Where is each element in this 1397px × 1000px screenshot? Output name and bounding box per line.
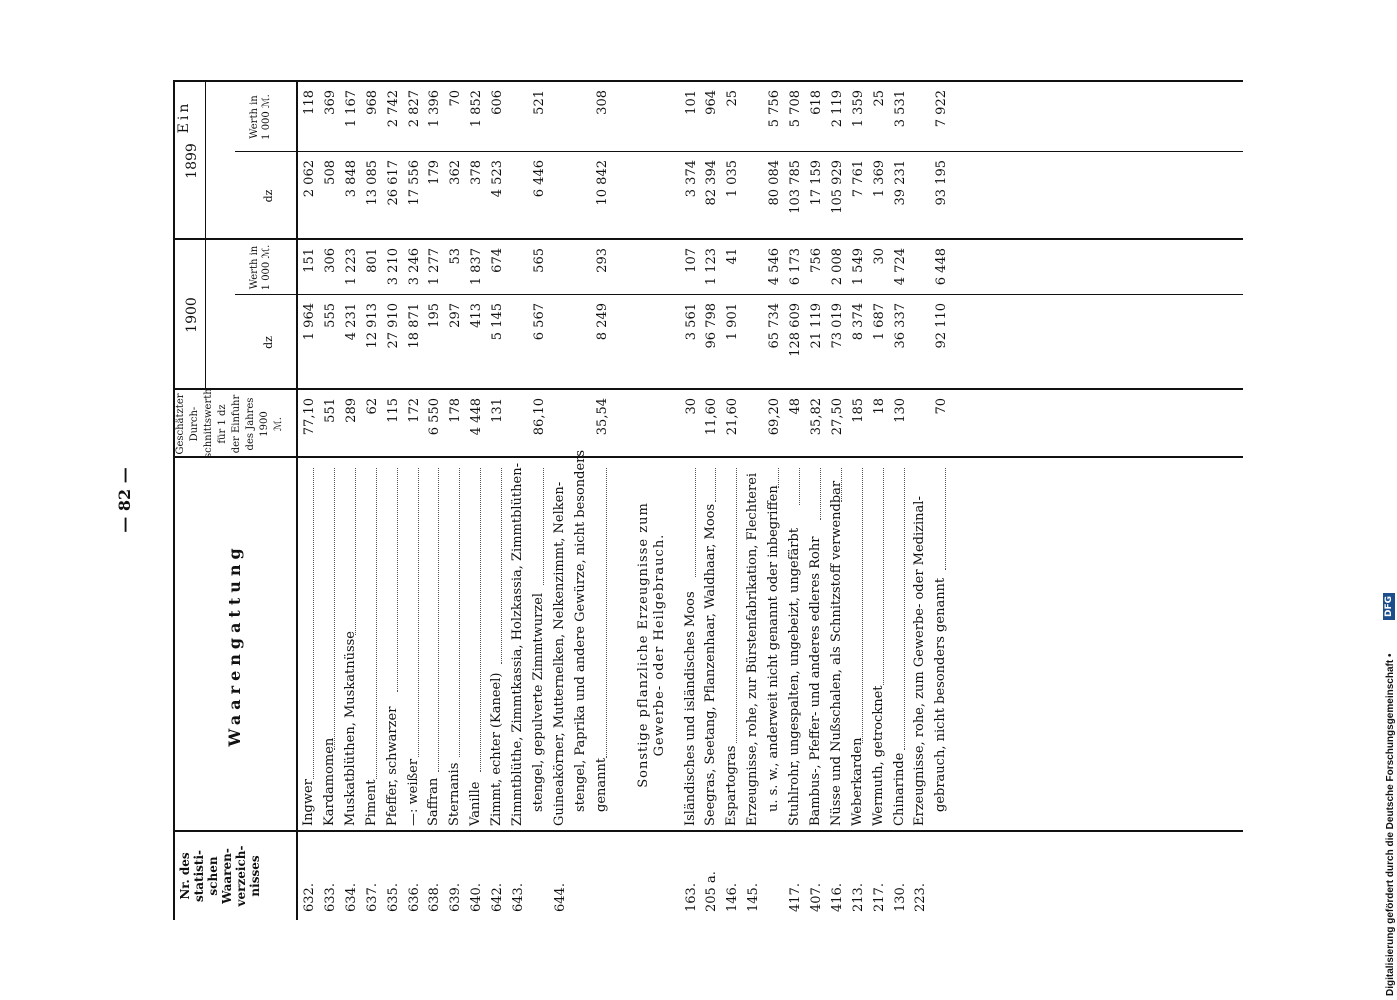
row-leader (606, 468, 607, 758)
header-year-1900: 1900 (184, 297, 200, 333)
row-dz1899: 105 929 (829, 160, 845, 214)
row-dz1900: 128 609 (788, 303, 803, 357)
row-dz1899: 82 394 (704, 160, 720, 206)
row-nr: 223. (913, 883, 929, 912)
row-leader (820, 468, 821, 520)
row-w1899: 308 (594, 90, 610, 115)
row-dz1899: 17 556 (406, 160, 422, 206)
row-dz1900: 92 110 (934, 303, 950, 349)
row-unit: 62 (364, 398, 380, 415)
section-heading: Gewerbe- oder Heilgebrauch. (651, 533, 667, 757)
row-dz1900: 65 734 (767, 303, 783, 349)
row-nr: 407. (808, 883, 824, 912)
row-leader (841, 468, 842, 502)
row-w1899: 7 922 (934, 90, 950, 128)
row-leader (334, 468, 335, 750)
row-desc: Nüsse und Nußschalen, als Schnitzstoff verwendbar (828, 480, 844, 826)
header-unit-line: des Jahres (245, 397, 256, 451)
row-desc: —: weißer (405, 758, 421, 826)
row-dz1899: 103 785 (788, 160, 803, 214)
row-nr: 632. (302, 883, 317, 912)
row-desc: u. s. w., anderweit nicht genannt oder inbegriffen (766, 485, 782, 812)
row-w1900: 801 (364, 248, 380, 273)
row-nr: 205 a. (704, 871, 720, 912)
funding-sidebar (1380, 6, 1397, 996)
row-dz1900: 27 910 (385, 303, 401, 349)
row-w1899: 2 742 (385, 90, 401, 128)
header-dz-1899: dz (262, 189, 275, 203)
row-dz1899: 13 085 (364, 160, 380, 206)
row-desc: stengel, gepulverte Zimmtwurzel (530, 592, 546, 812)
row-nr: 416. (829, 883, 845, 912)
row-dz1899: 2 062 (302, 160, 317, 198)
row-dz1899: 1 035 (725, 160, 741, 198)
row-leader (695, 468, 696, 577)
row-nr: 417. (788, 883, 803, 912)
dfg-logo: DFG (1383, 593, 1395, 620)
row-desc: Saffran (426, 777, 442, 826)
header-unit-line: 1900 (259, 411, 270, 437)
row-nr: 643. (511, 883, 526, 912)
row-unit: 6 550 (427, 398, 443, 436)
row-unit: 289 (343, 398, 359, 423)
row-nr: 217. (871, 883, 887, 912)
row-w1900: 6 448 (934, 248, 950, 286)
row-w1900: 1 549 (850, 248, 866, 286)
row-w1900: 293 (594, 248, 610, 273)
row-desc: Erzeugnisse, rohe, zum Gewerbe- oder Medizinal- (912, 496, 928, 826)
row-dz1900: 8 249 (594, 303, 610, 341)
row-w1900: 1 277 (427, 248, 443, 286)
row-dz1899: 362 (448, 160, 464, 185)
row-nr: 640. (469, 883, 485, 912)
row-desc: Kardamomen (321, 737, 337, 826)
row-nr: 213. (850, 883, 866, 912)
row-w1899: 369 (322, 90, 338, 115)
row-w1900: 565 (531, 248, 547, 273)
row-desc: Isländisches und isländisches Moos (682, 591, 698, 826)
row-nr: 146. (725, 883, 741, 912)
row-dz1900: 413 (469, 303, 485, 328)
row-dz1900: 4 231 (343, 303, 359, 341)
header-werth-1900: Werth in (249, 245, 260, 290)
row-unit: 18 (871, 398, 887, 415)
row-dz1900: 555 (322, 303, 338, 328)
row-nr: 163. (683, 883, 699, 912)
row-w1899: 1 359 (850, 90, 866, 128)
row-desc: gebrauch, nicht besonders genannt (933, 577, 949, 812)
row-dz1899: 80 084 (767, 160, 783, 206)
row-dz1900: 18 871 (406, 303, 422, 349)
header-unit-line: schnittswerth (203, 388, 214, 458)
row-nr: 637. (364, 883, 380, 912)
row-nr: 634. (343, 883, 359, 912)
header-werth-1900: 1 000 ℳ. (261, 244, 272, 291)
header-ware: Waarengattung (225, 543, 244, 747)
row-leader (355, 468, 356, 635)
header-ein: Ein (176, 100, 192, 134)
header-nr-line: nisses (248, 855, 262, 897)
row-unit: 551 (322, 398, 338, 423)
row-w1899: 1 852 (469, 90, 485, 128)
rule-outer-right (173, 80, 1243, 82)
row-desc: Guineakörner, Mutternelken, Nelkenzimmt, Nelken- (551, 481, 567, 826)
row-nr: 145. (746, 883, 762, 912)
row-w1900: 41 (725, 248, 741, 265)
row-dz1899: 508 (322, 160, 338, 185)
row-dz1900: 1 901 (725, 303, 741, 341)
row-w1899: 25 (725, 90, 741, 107)
row-dz1900: 96 798 (704, 303, 720, 349)
row-w1899: 2 119 (829, 90, 845, 128)
row-w1899: 70 (448, 90, 464, 107)
row-leader (799, 468, 800, 505)
header-nr-line: schen (206, 856, 220, 896)
row-unit: 185 (850, 398, 866, 423)
row-w1900: 1 223 (343, 248, 359, 286)
row-w1899: 606 (490, 90, 506, 115)
row-unit: 172 (406, 398, 422, 423)
row-dz1899: 4 523 (490, 160, 506, 198)
row-w1900: 53 (448, 248, 464, 265)
row-leader (313, 468, 314, 779)
row-leader (715, 468, 716, 502)
row-nr: 644. (552, 883, 568, 912)
row-dz1900: 5 145 (490, 303, 506, 341)
row-dz1900: 36 337 (892, 303, 908, 349)
row-leader (904, 468, 905, 750)
row-desc: Seegras, Seetang, Pflanzenhaar, Waldhaar, Moos (703, 503, 719, 826)
row-w1900: 674 (490, 248, 506, 273)
row-unit: 27,50 (829, 398, 845, 436)
row-w1899: 2 827 (406, 90, 422, 128)
header-werth-1899: 1 000 ℳ. (261, 94, 272, 140)
row-dz1900: 12 913 (364, 303, 380, 349)
row-dz1899: 3 374 (683, 160, 699, 198)
row-dz1900: 1 687 (871, 303, 887, 341)
page-number: — 82 — (115, 467, 134, 533)
header-nr-line: Nr. des (178, 852, 192, 900)
row-w1900: 1 123 (704, 248, 720, 286)
row-w1900: 151 (302, 248, 317, 273)
rule-year-split (205, 80, 206, 390)
row-w1899: 5 708 (788, 90, 803, 128)
row-desc: Weberkarden (849, 737, 865, 826)
row-dz1899: 378 (469, 160, 485, 185)
row-desc: Wermuth, getrocknet (870, 685, 886, 826)
row-leader (543, 468, 544, 585)
row-w1900: 3 210 (385, 248, 401, 286)
row-unit: 48 (788, 398, 803, 415)
row-leader (397, 468, 398, 692)
row-w1899: 101 (683, 90, 699, 115)
row-unit: 21,60 (725, 398, 741, 436)
row-unit: 69,20 (767, 398, 783, 436)
header-nr-line: verzeich- (234, 845, 248, 907)
row-w1899: 1 396 (427, 90, 443, 128)
header-dz-1900: dz (262, 336, 275, 349)
row-leader (945, 468, 946, 570)
row-dz1900: 73 019 (829, 303, 845, 349)
row-leader (736, 468, 737, 743)
rule-header-bottom (296, 80, 298, 920)
row-dz1899: 39 231 (892, 160, 908, 206)
row-nr: 642. (490, 883, 506, 912)
row-leader (376, 468, 377, 779)
row-w1900: 2 008 (829, 248, 845, 286)
row-w1899: 5 756 (767, 90, 783, 128)
row-dz1900: 8 374 (850, 303, 866, 341)
row-leader (883, 468, 884, 685)
row-desc: Bambus-, Pfeffer- und anderes edleres Rohr (807, 536, 823, 826)
row-leader (459, 468, 460, 757)
row-w1899: 118 (302, 90, 317, 115)
header-unit-line: für 1 dz (217, 404, 228, 444)
row-leader (501, 468, 502, 664)
row-desc: Muskatblüthen, Muskatnüsse (342, 631, 358, 826)
header-nr-line: statisti- (192, 850, 206, 903)
header-nr-line: Waaren- (220, 848, 234, 904)
row-unit: 86,10 (531, 398, 547, 436)
row-dz1899: 1 369 (871, 160, 887, 198)
row-dz1899: 179 (427, 160, 443, 185)
row-leader (862, 468, 863, 743)
row-w1900: 3 246 (406, 248, 422, 286)
row-unit: 77,10 (302, 398, 317, 436)
row-dz1899: 10 842 (594, 160, 610, 206)
row-desc: Vanille (468, 781, 484, 826)
row-unit: 130 (892, 398, 908, 423)
row-w1900: 4 546 (767, 248, 783, 286)
row-desc: Zimmtblüthe, Zimmtkassia, Holzkassia, Zimmtblüthen- (510, 463, 525, 826)
row-desc: Stuhlrohr, ungespalten, ungebeizt, ungefärbt (787, 527, 802, 826)
row-dz1899: 6 446 (531, 160, 547, 198)
row-nr: 639. (448, 883, 464, 912)
row-nr: 636. (406, 883, 422, 912)
row-nr: 633. (322, 883, 338, 912)
row-dz1900: 1 964 (302, 303, 317, 341)
row-w1900: 1 837 (469, 248, 485, 286)
row-dz1899: 26 617 (385, 160, 401, 206)
header-unit-line: Durch- (189, 406, 200, 442)
row-dz1899: 3 848 (343, 160, 359, 198)
row-dz1900: 195 (427, 303, 443, 328)
row-nr: 130. (892, 883, 908, 912)
row-w1899: 3 531 (892, 90, 908, 128)
header-unit-line: der Einfuhr (231, 394, 242, 454)
row-w1899: 968 (364, 90, 380, 115)
row-desc: Piment (363, 779, 379, 826)
rule-top (173, 80, 175, 920)
row-dz1899: 93 195 (934, 160, 950, 206)
row-w1900: 107 (683, 248, 699, 273)
row-desc: Sternanis (447, 762, 463, 826)
row-desc: genannt (593, 757, 609, 812)
row-desc: Espartogras (724, 745, 740, 826)
row-dz1900: 3 561 (683, 303, 699, 341)
row-unit: 131 (490, 398, 506, 423)
row-unit: 35,82 (808, 398, 824, 436)
row-dz1899: 7 761 (850, 160, 866, 198)
row-w1900: 756 (808, 248, 824, 273)
funding-text: Digitalisierung gefördert durch die Deutsche Forschungsgemeinschaft • (1385, 653, 1396, 996)
row-dz1900: 21 119 (808, 303, 824, 349)
row-leader (438, 468, 439, 772)
row-w1899: 618 (808, 90, 824, 115)
header-werth-1899: Werth in (249, 95, 260, 139)
row-dz1900: 297 (448, 303, 464, 328)
row-desc: stengel, Paprika und andere Gewürze, nicht besonders (572, 449, 588, 812)
row-unit: 178 (448, 398, 464, 423)
row-desc: Chinarinde (891, 752, 907, 826)
row-nr: 635. (385, 883, 401, 912)
row-leader (418, 468, 419, 757)
row-desc: Ingwer (301, 779, 316, 826)
section-heading: Sonstige pflanzliche Erzeugnisse zum (635, 502, 651, 788)
row-dz1900: 6 567 (531, 303, 547, 341)
rule-nr-ware (173, 830, 1243, 832)
header-unit-line: ℳ. (273, 417, 284, 431)
row-w1899: 25 (871, 90, 887, 107)
row-w1900: 30 (871, 248, 887, 265)
header-year-1899: 1899 (184, 143, 200, 179)
row-unit: 30 (683, 398, 699, 415)
row-w1899: 521 (531, 90, 547, 115)
row-unit: 4 448 (469, 398, 485, 436)
row-nr: 638. (427, 883, 443, 912)
row-w1899: 964 (704, 90, 720, 115)
row-w1900: 6 173 (788, 248, 803, 286)
row-w1899: 1 167 (343, 90, 359, 128)
row-unit: 35,54 (594, 398, 610, 436)
row-unit: 11,60 (704, 398, 720, 436)
row-w1900: 4 724 (892, 248, 908, 286)
header-unit-line: Geschätzter (175, 393, 186, 455)
row-w1900: 306 (322, 248, 338, 273)
row-desc: Erzeugnisse, rohe, zur Bürstenfabrikation, Flechterei (745, 472, 761, 826)
row-desc: Pfeffer, schwarzer (384, 706, 400, 826)
row-desc: Zimmt, echter (Kaneel) (489, 672, 505, 826)
row-dz1899: 17 159 (808, 160, 824, 206)
row-leader (480, 468, 481, 772)
row-unit: 115 (385, 398, 401, 423)
row-unit: 70 (934, 398, 950, 415)
row-leader (778, 468, 779, 488)
